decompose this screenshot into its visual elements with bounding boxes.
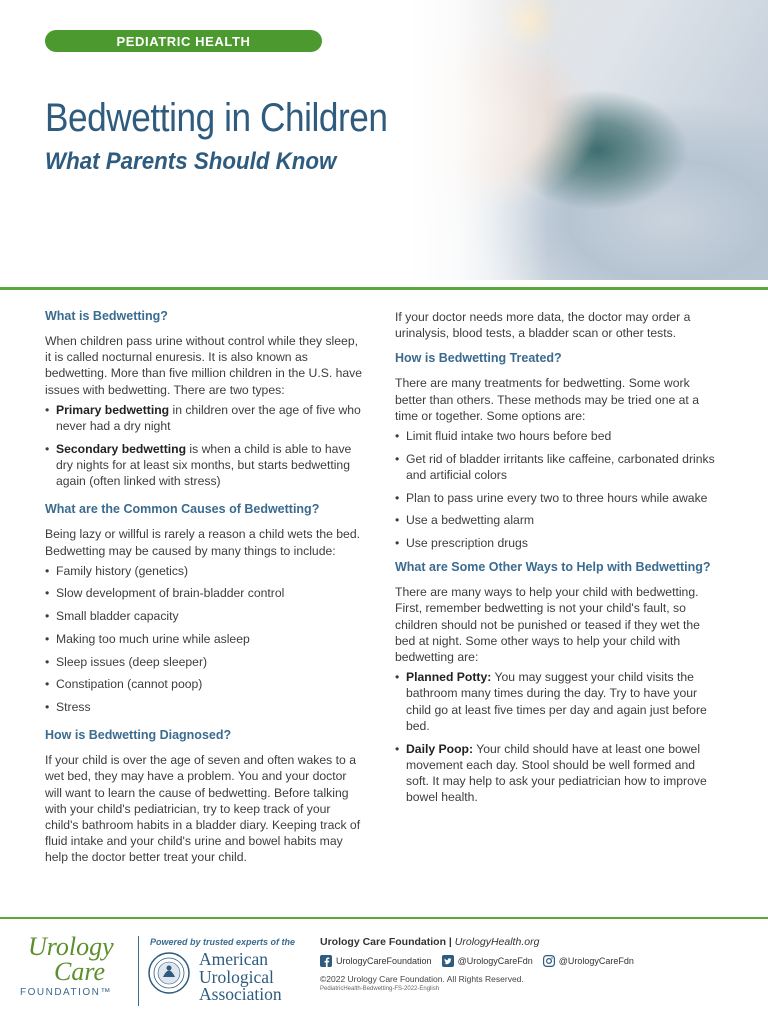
aua-seal-icon	[148, 952, 190, 994]
facebook-link[interactable]	[320, 955, 432, 967]
copyright: ©2022 Urology Care Foundation. All Rights Reserved.	[320, 974, 524, 984]
contact-block	[320, 936, 644, 992]
powered-by-text: Powered by trusted experts of the	[150, 937, 296, 947]
document-code: PediatricHealth-Bedwetting-FS-2022-English	[320, 986, 440, 992]
list-item: • Use a bedwetting alarm	[395, 512, 720, 528]
aua-line2: Urological	[199, 966, 274, 987]
urology-care-foundation-logo	[20, 934, 130, 1006]
heading-treated: How is Bedwetting Treated?	[395, 351, 562, 366]
list-item: • Sleep issues (deep sleeper)	[45, 654, 365, 670]
diagnosed-continued: If your doctor needs more data, the doctor may order a urinalysis, blood tests, a bladder scan or other tests.	[395, 310, 691, 341]
left-column	[45, 308, 365, 870]
right-column	[395, 309, 720, 812]
heading-what-is: What is Bedwetting?	[45, 309, 168, 323]
bottom-divider	[0, 917, 768, 919]
list-item: • Get rid of bladder irritants like caffeine, carbonated drinks and artificial colors	[395, 451, 720, 483]
aua-name	[199, 951, 282, 1004]
page-subtitle: What Parents Should Know	[45, 148, 337, 175]
facebook-handle: UrologyCareFoundation	[336, 956, 432, 966]
list-item: • Making too much urine while asleep	[45, 631, 365, 647]
top-divider	[0, 287, 768, 290]
list-item: • Stress	[45, 699, 365, 715]
type-term: Primary bedwetting	[56, 402, 170, 417]
org-name: Urology Care Foundation	[320, 936, 446, 948]
list-item: • Limit fluid intake two hours before bed	[395, 428, 720, 444]
tip-desc: Your child should have at least one bowel movement each day. Stool should be well formed and soft. It may help to ask your pediatrician how to improve bowel health.	[406, 741, 707, 805]
causes-intro: Being lazy or willful is rarely a reason a child wets the bed. Bedwetting may be caused by many things to include:	[45, 527, 360, 558]
aua-line1: American	[199, 949, 268, 969]
list-item	[45, 402, 365, 434]
website-link[interactable]: UrologyHealth.org	[454, 936, 540, 948]
list-item	[45, 441, 365, 490]
tip-term: Planned Potty:	[406, 670, 492, 685]
twitter-icon	[442, 955, 454, 967]
header-separator: |	[446, 936, 455, 948]
list-item: • Plan to pass urine every two to three hours while awake	[395, 490, 720, 506]
list-item: • Family history (genetics)	[45, 563, 365, 579]
list-item	[395, 669, 720, 734]
type-desc: is when a child is able to have dry nights for at least six months, but starts bedwetting again (often linked with stress)	[56, 441, 352, 489]
what-is-intro: When children pass urine without control while they sleep, it is called nocturnal enuresis. It is also known as bedwetting. More than five million children in the U.S. have issues with bedwetting. There are two types:	[45, 334, 363, 397]
tips-list	[395, 669, 720, 805]
contact-header	[320, 936, 644, 948]
logo-word-care: Care	[54, 957, 106, 986]
list-item: • Small bladder capacity	[45, 608, 365, 624]
facebook-icon	[320, 955, 332, 967]
treatments-list	[395, 428, 720, 551]
twitter-handle: @UrologyCareFdn	[457, 956, 533, 966]
logo-foundation: FOUNDATION™	[20, 987, 112, 998]
category-badge: PEDIATRIC HEALTH	[45, 30, 322, 52]
instagram-link[interactable]	[543, 955, 634, 967]
logo-separator	[138, 936, 139, 1006]
other-ways-intro: There are many ways to help your child with bedwetting. First, remember bedwetting is not your child's fault, so children should not be punished or teased if they wet the bed at night. Some other ways to help your child with bedwetting are:	[395, 585, 700, 665]
aua-line3: Association	[199, 984, 282, 1004]
list-item: • Slow development of brain-bladder control	[45, 585, 365, 601]
type-term: Secondary bedwetting	[56, 441, 187, 456]
hero-photo-sleeping-child	[408, 0, 768, 280]
instagram-handle: @UrologyCareFdn	[558, 956, 634, 966]
list-item: • Constipation (cannot poop)	[45, 676, 365, 692]
tip-term: Daily Poop:	[406, 741, 474, 756]
list-item	[395, 741, 720, 806]
heading-diagnosed: How is Bedwetting Diagnosed?	[45, 728, 232, 743]
heading-other-ways: What are Some Other Ways to Help with Bedwetting?	[395, 560, 711, 575]
diagnosed-text: If your child is over the age of seven and often wakes to a wet bed, they may have a problem. You and your doctor will want to learn the cause of bedwetting. Before talking with your child's pediatrician, try to keep track of your child's bathroom habits in a bladder diary. Keeping track of fluid intake and your child's urine and bowel habits may help the doctor better treat your child.	[45, 753, 361, 865]
logo-word-urology: Urology	[28, 932, 114, 961]
social-links	[320, 955, 644, 967]
type-desc: in children over the age of five who never had a dry night	[56, 402, 361, 434]
list-item: • Use prescription drugs	[395, 535, 720, 551]
causes-list	[45, 563, 365, 715]
page-title: Bedwetting in Children	[45, 96, 388, 140]
instagram-icon	[543, 955, 555, 967]
heading-causes: What are the Common Causes of Bedwetting?	[45, 502, 320, 517]
bedwetting-types-list	[45, 402, 365, 490]
treated-intro: There are many treatments for bedwetting. Some work better than others. These methods may be tried one at a time or together. Some options are:	[395, 376, 699, 423]
twitter-link[interactable]	[442, 955, 533, 967]
tip-desc: You may suggest your child visits the bathroom many times during the day. Try to have your child go at least five times per day and again just before bed.	[406, 670, 707, 733]
